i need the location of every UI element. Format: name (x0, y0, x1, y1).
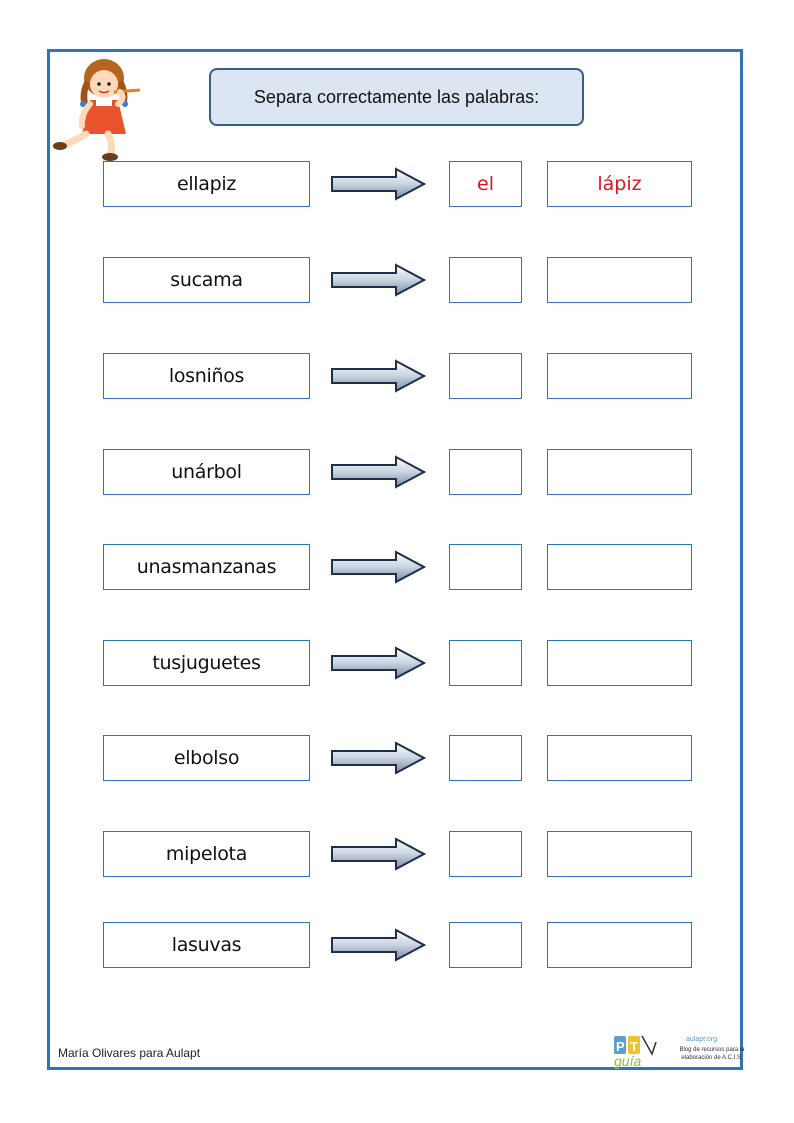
girl-mascot-illustration (52, 54, 152, 164)
answer-box-first-word[interactable] (449, 449, 522, 495)
joined-word-box: lasuvas (103, 922, 310, 968)
svg-text:P: P (616, 1039, 625, 1054)
right-arrow-icon (330, 263, 426, 297)
answer-box-second-word[interactable] (547, 257, 692, 303)
answer-box-second-word[interactable] (547, 353, 692, 399)
answer-box-second-word[interactable] (547, 831, 692, 877)
right-arrow-icon (330, 837, 426, 871)
answer-box-second-word[interactable] (547, 735, 692, 781)
joined-word-box: mipelota (103, 831, 310, 877)
right-arrow-icon (330, 550, 426, 584)
logo-tagline: Blog de recursos para la elaboración de A.C.I.S. (679, 1047, 745, 1061)
exercise-row (0, 161, 794, 207)
answer-box-first-word[interactable] (449, 831, 522, 877)
exercise-row (0, 735, 794, 781)
right-arrow-icon (330, 167, 426, 201)
exercise-row (0, 449, 794, 495)
answer-box-first-word[interactable] (449, 735, 522, 781)
right-arrow-icon (330, 928, 426, 962)
exercise-row (0, 640, 794, 686)
joined-word-box: unárbol (103, 449, 310, 495)
exercise-row (0, 922, 794, 968)
joined-word-box: elbolso (103, 735, 310, 781)
joined-word-box: sucama (103, 257, 310, 303)
answer-box-second-word[interactable] (547, 449, 692, 495)
answer-box-first-word[interactable]: el (449, 161, 522, 207)
exercise-row (0, 544, 794, 590)
exercise-row (0, 831, 794, 877)
answer-box-first-word[interactable] (449, 922, 522, 968)
answer-box-second-word[interactable] (547, 922, 692, 968)
joined-word-box: unasmanzanas (103, 544, 310, 590)
answer-box-first-word[interactable] (449, 544, 522, 590)
instruction-title: Separa correctamente las palabras: (209, 68, 584, 126)
exercise-row (0, 353, 794, 399)
answer-box-first-word[interactable] (449, 640, 522, 686)
logo-url: aulapt.org (686, 1036, 718, 1043)
joined-word-box: losniños (103, 353, 310, 399)
answer-box-first-word[interactable] (449, 353, 522, 399)
answer-box-second-word[interactable] (547, 544, 692, 590)
right-arrow-icon (330, 741, 426, 775)
svg-text:guía: guía (614, 1053, 642, 1069)
right-arrow-icon (330, 455, 426, 489)
exercise-row (0, 257, 794, 303)
answer-box-second-word[interactable]: lápiz (547, 161, 692, 207)
joined-word-box: tusjuguetes (103, 640, 310, 686)
right-arrow-icon (330, 359, 426, 393)
author-credit: María Olivares para Aulapt (58, 1046, 201, 1060)
right-arrow-icon (330, 646, 426, 680)
answer-box-second-word[interactable] (547, 640, 692, 686)
joined-word-box: ellapiz (103, 161, 310, 207)
answer-box-first-word[interactable] (449, 257, 522, 303)
svg-text:T: T (630, 1039, 638, 1054)
